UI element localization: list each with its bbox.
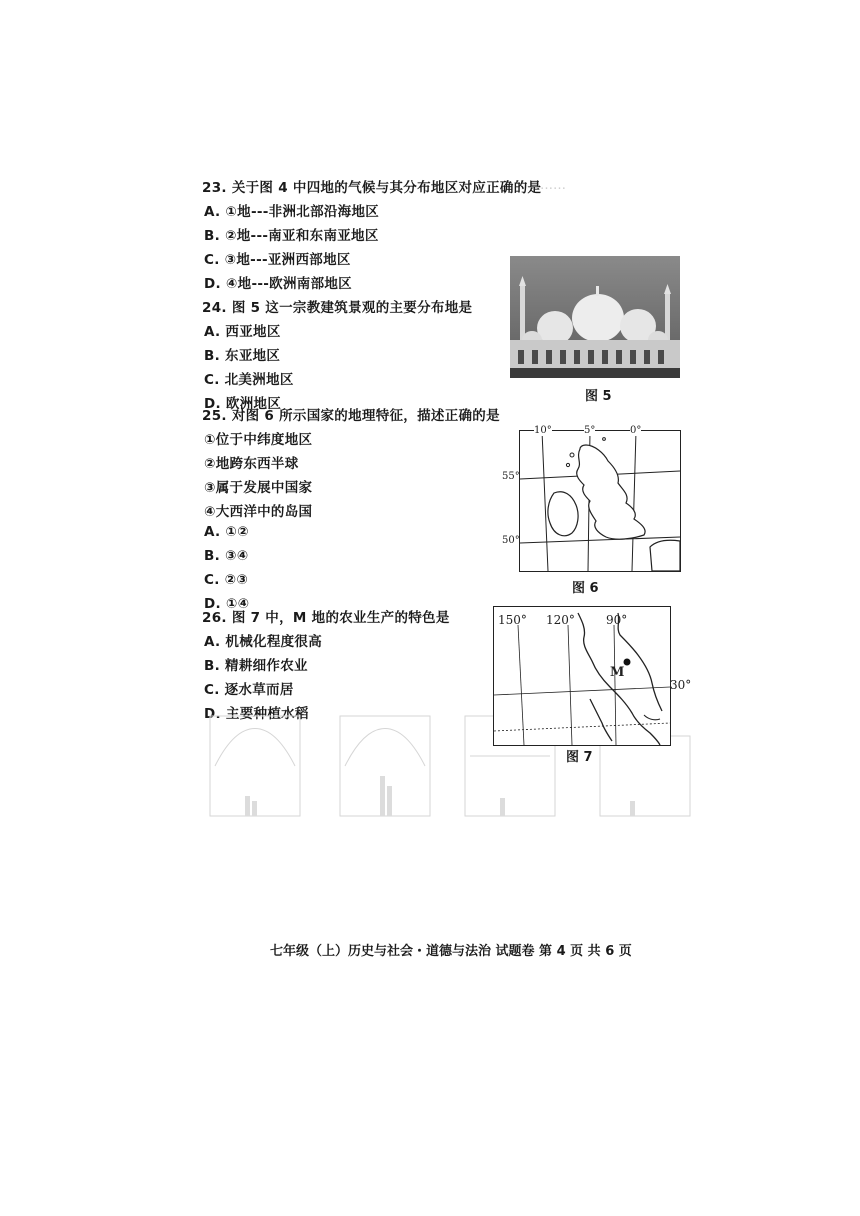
figure-7-lon-150: 150°: [498, 613, 527, 627]
question-26-option-b: B. 精耕细作农业: [204, 658, 308, 674]
figure-7-map: [493, 606, 671, 746]
figure-6-lon-5: 5°: [584, 425, 596, 436]
question-23-option-b: B. ②地---南亚和东南亚地区: [204, 228, 379, 244]
figure-6-lat-55: 55°: [502, 471, 520, 482]
question-23-stem: 23. 关于图 4 中四地的气候与其分布地区对应正确的是: [202, 180, 542, 196]
figure-6-lon-10: 10°: [534, 425, 552, 436]
question-26-option-c: C. 逐水草而居: [204, 682, 294, 698]
figure-7-caption: 图 7: [566, 750, 593, 765]
north-america-map: [494, 607, 670, 745]
question-23-option-d: D. ④地---欧洲南部地区: [204, 276, 352, 292]
question-26-stem: 26. 图 7 中，M 地的农业生产的特色是: [202, 610, 450, 626]
question-25-statement-3: ③属于发展中国家: [204, 480, 313, 496]
question-25-statement-2: ②地跨东西半球: [204, 456, 299, 472]
bleed-through-text: ……: [540, 178, 566, 193]
question-24-option-c: C. 北美洲地区: [204, 372, 294, 388]
question-25-statement-1: ①位于中纬度地区: [204, 432, 313, 448]
question-25-statement-4: ④大西洋中的岛国: [204, 504, 313, 520]
mosque-image: [510, 256, 680, 378]
figure-5-caption: 图 5: [585, 389, 612, 404]
british-isles-map: [520, 431, 680, 571]
question-25-option-d: D. ①④: [204, 596, 250, 612]
question-24-stem: 24. 图 5 这一宗教建筑景观的主要分布地是: [202, 300, 473, 316]
figure-5-mosque-photo: [510, 256, 680, 378]
figure-7-point-m: M: [610, 665, 625, 680]
question-23-option-c: C. ③地---亚洲西部地区: [204, 252, 351, 268]
figure-6-caption: 图 6: [572, 581, 599, 596]
figure-7-lat-30: 30°: [670, 678, 692, 692]
question-24-option-b: B. 东亚地区: [204, 348, 281, 364]
question-25-stem: 25. 对图 6 所示国家的地理特征，描述正确的是: [202, 408, 500, 424]
page-footer: 七年级（上）历史与社会・道德与法治 试题卷 第 4 页 共 6 页: [270, 944, 632, 959]
figure-6-lon-0: 0°: [630, 425, 642, 436]
question-23-option-a: A. ①地---非洲北部沿海地区: [204, 204, 380, 220]
question-24-option-d: D. 欧洲地区: [204, 396, 282, 412]
question-25-option-a: A. ①②: [204, 524, 249, 540]
figure-7-lon-90: 90°: [606, 613, 628, 627]
question-26-option-a: A. 机械化程度很高: [204, 634, 323, 650]
figure-7-lon-120: 120°: [546, 613, 575, 627]
question-25-option-b: B. ③④: [204, 548, 249, 564]
figure-6-lat-50: 50°: [502, 535, 520, 546]
question-26-option-d: D. 主要种植水稻: [204, 706, 309, 722]
question-25-option-c: C. ②③: [204, 572, 249, 588]
figure-6-map: [502, 425, 681, 572]
question-24-option-a: A. 西亚地区: [204, 324, 281, 340]
